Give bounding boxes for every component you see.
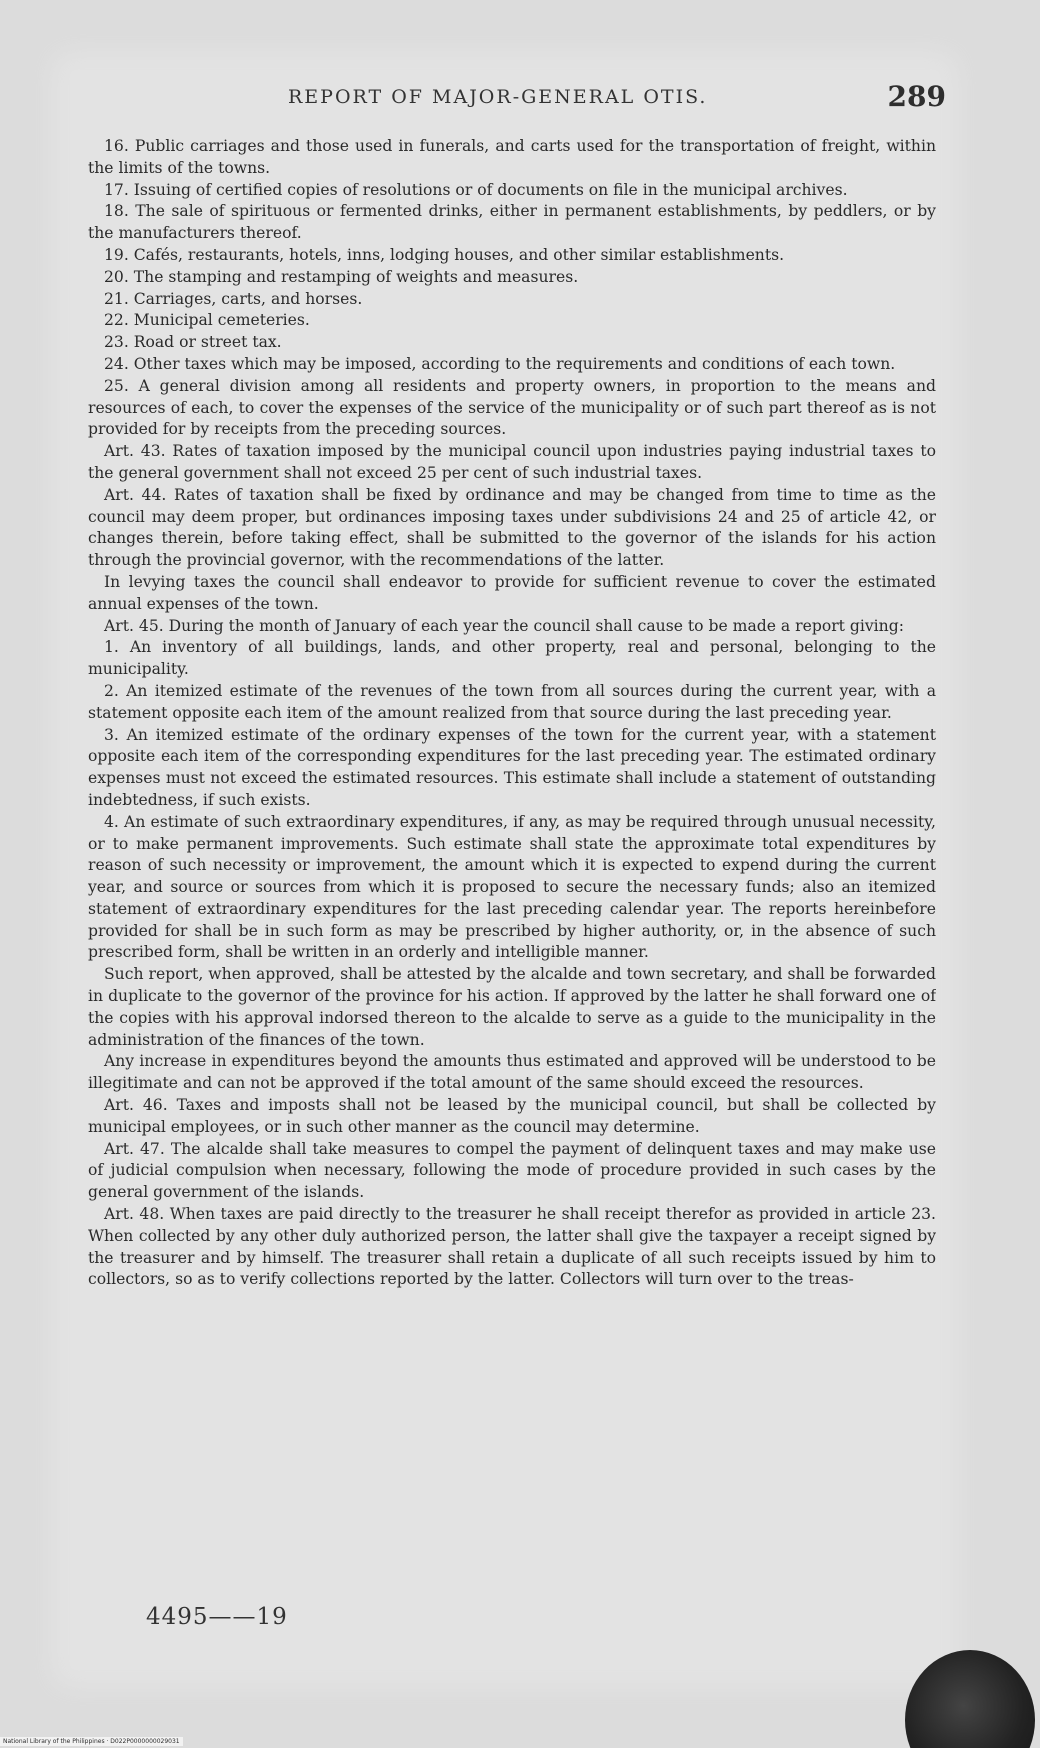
- running-header: [88, 80, 946, 114]
- paragraph: 17. Issuing of certified copies of resolutions or of documents on file in the municipal archives.: [104, 180, 848, 199]
- signature-mark: 4495——19: [146, 1604, 288, 1630]
- body-text: [88, 136, 936, 1604]
- paragraph: Art. 45. During the month of January of each year the council shall cause to be made a report giving:: [104, 616, 904, 635]
- paragraph: Art. 43. Rates of taxation imposed by the municipal council upon industries paying industrial taxes to the general government shall not exceed 25 per cent of such industrial taxes.: [88, 442, 936, 482]
- paragraph: Art. 44. Rates of taxation shall be fixed by ordinance and may be changed from time to time as the council may deem proper, but ordinances imposing taxes under subdivisions 24 and 25 of article 42, or changes therein, before taking effect, shall be submitted to the governor of the islands for his action through the provincial governor, with the recommendations of the latter.: [88, 485, 936, 570]
- credit-line: National Library of the Philippines · D022P0000000029031: [0, 1737, 183, 1746]
- paragraph: Art. 47. The alcalde shall take measures to compel the payment of delinquent taxes and may make use of judicial compulsion when necessary, following the mode of procedure provided in such cases by the general government of the islands.: [88, 1139, 936, 1202]
- paragraph: Such report, when approved, shall be attested by the alcalde and town secretary, and shall be forwarded in duplicate to the governor of the province for his action. If approved by the latter he shall forward one of the copies with his approval indorsed thereon to the alcalde to serve as a guide to the municipality in the administration of the finances of the town.: [88, 965, 936, 1049]
- paragraph: 18. The sale of spirituous or fermented drinks, either in permanent establishments, by peddlers, or by the manufacturers thereof.: [88, 202, 936, 243]
- header-title: REPORT OF MAJOR-GENERAL OTIS.: [288, 86, 708, 108]
- paragraph: Any increase in expenditures beyond the amounts thus estimated and approved will be understood to be illegitimate and can not be approved if the total amount of the same should exceed the resources.: [88, 1052, 936, 1093]
- paragraph: 23. Road or street tax.: [104, 333, 282, 352]
- paragraph: 19. Cafés, restaurants, hotels, inns, lodging houses, and other similar establishments.: [104, 245, 785, 264]
- paragraph: 22. Municipal cemeteries.: [104, 311, 310, 330]
- page-number: 289: [887, 80, 946, 113]
- paragraph: 2. An itemized estimate of the revenues of the town from all sources during the current year, with a statement opposite each item of the amount realized from that source during the last preceding year.: [88, 681, 936, 722]
- paragraph: 25. A general division among all residents and property owners, in proportion to the means and resources of each, to cover the expenses of the service of the municipality or of such part thereof as is not provided for by receipts from the preceding sources.: [88, 376, 936, 439]
- paragraph: 20. The stamping and restamping of weights and measures.: [104, 267, 579, 286]
- paragraph: Art. 48. When taxes are paid directly to the treasurer he shall receipt therefor as provided in article 23. When collected by any other duly authorized person, the latter shall give the taxpayer a receipt signed by the treasurer and by himself. The treasurer shall retain a duplicate of all such receipts issued by him to collectors, so as to verify collections reported by the latter. Collectors will turn over to the treas-: [88, 1205, 936, 1289]
- paragraph: 24. Other taxes which may be imposed, according to the requirements and conditions of each town.: [104, 354, 896, 373]
- paragraph: 16. Public carriages and those used in funerals, and carts used for the transportation of freight, within the limits of the towns.: [88, 137, 936, 177]
- paragraph: 4. An estimate of such extraordinary expenditures, if any, as may be required through unusual necessity, or to make permanent improvements. Such estimate shall state the approximate total expenditures by reason of such necessity or improvement, the amount which it is expected to expend during the current year, and source or sources from which it is proposed to secure the necessary funds; also an itemized statement of extraordinary expenditures for the last preceding calendar year. The reports hereinbefore provided for shall be in such form as may be prescribed by higher authority, or, in the absence of such prescribed form, shall be written in an orderly and intelligible manner.: [88, 812, 936, 962]
- paragraph: 21. Carriages, carts, and horses.: [104, 289, 363, 308]
- paragraph: 3. An itemized estimate of the ordinary expenses of the town for the current year, with a statement opposite each item of the corresponding expenditures for the last preceding year. The estimated ordinary expenses must not exceed the estimated resources. This estimate shall include a statement of outstanding indebtedness, if such exists.: [88, 725, 936, 809]
- paragraph: 1. An inventory of all buildings, lands, and other property, real and personal, belonging to the municipality.: [88, 638, 936, 679]
- paragraph: In levying taxes the council shall endeavor to provide for sufficient revenue to cover the estimated annual expenses of the town.: [88, 572, 936, 613]
- paragraph: Art. 46. Taxes and imposts shall not be leased by the municipal council, but shall be collected by municipal employees, or in such other manner as the council may determine.: [88, 1096, 936, 1136]
